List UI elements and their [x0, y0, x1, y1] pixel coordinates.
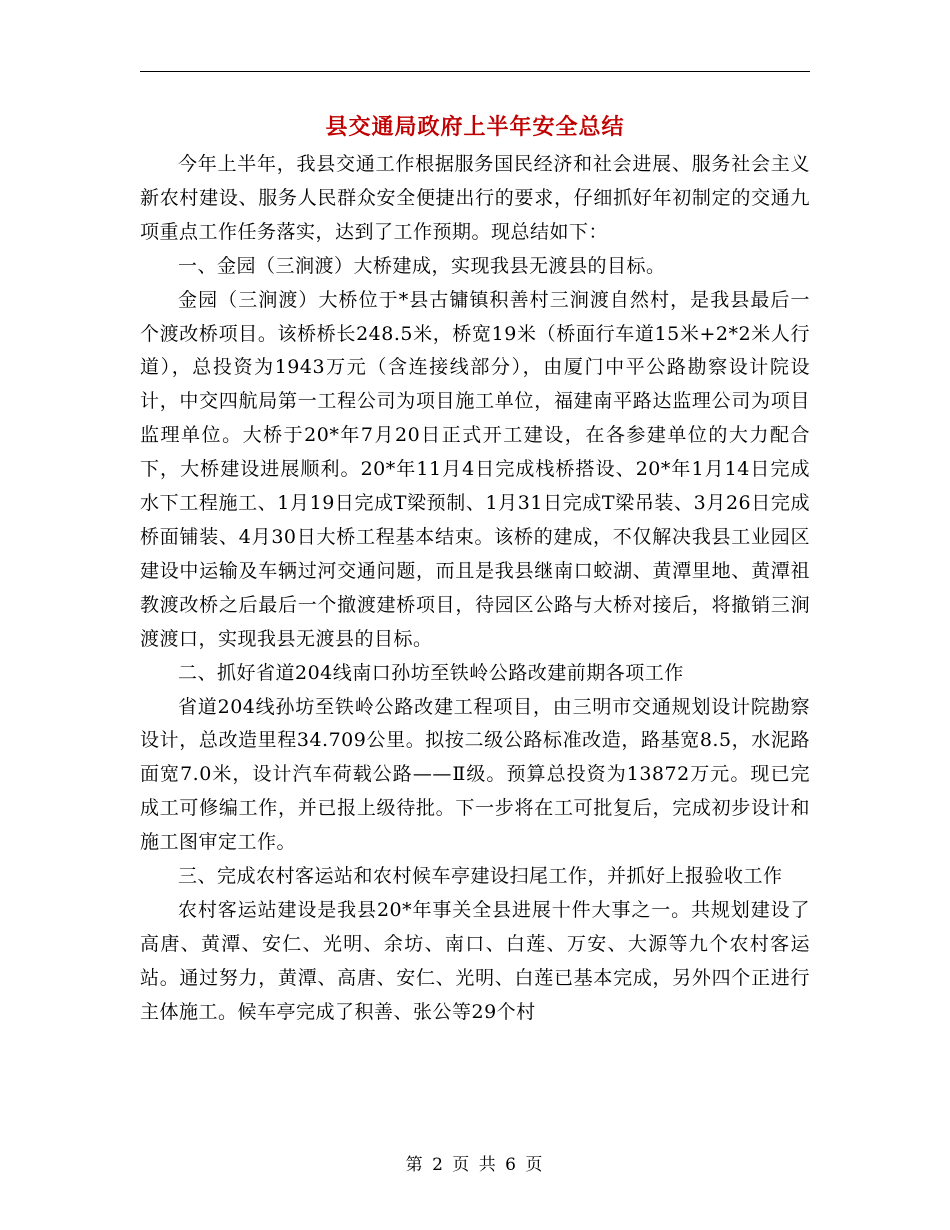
document-title: 县交通局政府上半年安全总结 [325, 114, 625, 140]
paragraph-bus-stations: 农村客运站建设是我县20*年事关全县进展十件大事之一。共规划建设了高唐、黄潭、安仁、光明、余坊、南口、白莲、万安、大源等九个农村客运站。通过努力，黄潭、高唐、安仁、光明、白莲已基本完成，另外四个正进行主体施工。候车亭完成了积善、张公等29个村 [140, 898, 810, 1023]
header-rule [140, 71, 810, 72]
section-heading-3: 三、完成农村客运站和农村候车亭建设扫尾工作，并抓好上报验收工作 [178, 865, 783, 888]
section-heading-2: 二、抓好省道204线南口孙坊至铁岭公路改建前期各项工作 [178, 661, 684, 684]
paragraph-bridge: 金园（三涧渡）大桥位于*县古镛镇积善村三涧渡自然村，是我县最后一个渡改桥项目。该桥桥长248.5米，桥宽19米（桥面行车道15米+2*2米人行道），总投资为1943万元（含连接线部分），由厦门中平公路勘察设计院设计，中交四航局第一工程公司为项目施工单位，福建南平路达监理公司为项目监理单位。大桥于20*年7月20日正式开工建设，在各参建单位的大力配合下，大桥建设进展顺利。20*年11月4日完成栈桥搭设、20*年1月14日完成水下工程施工、1月19日完成T梁预制、1月31日完成T梁吊装、3月26日完成桥面铺装、4月30日大桥工程基本结束。该桥的建成，不仅解决我县工业园区建设中运输及车辆过河交通问题，而且是我县继南口蛟湖、黄潭里地、黄潭祖教渡改桥之后最后一个撤渡建桥项目，待园区公路与大桥对接后，将撤销三涧渡渡口，实现我县无渡县的目标。 [140, 288, 810, 650]
paragraph-intro: 今年上半年，我县交通工作根据服务国民经济和社会进展、服务社会主义新农村建设、服务人民群众安全便捷出行的要求，仔细抓好年初制定的交通九项重点工作任务落实，达到了工作预期。现总结如下： [140, 153, 810, 243]
paragraph-highway: 省道204线孙坊至铁岭公路改建工程项目，由三明市交通规划设计院勘察设计，总改造里程34.709公里。拟按二级公路标准改造，路基宽8.5，水泥路面宽7.0米，设计汽车荷载公路——Ⅱ级。预算总投资为13872万元。现已完成工可修编工作，并已报上级待批。下一步将在工可批复后，完成初步设计和施工图审定工作。 [140, 695, 810, 854]
section-heading-1: 一、金园（三涧渡）大桥建成，实现我县无渡县的目标。 [178, 254, 666, 277]
document-body [140, 148, 810, 1030]
page-footer: 第 2 页 共 6 页 [405, 1155, 545, 1175]
